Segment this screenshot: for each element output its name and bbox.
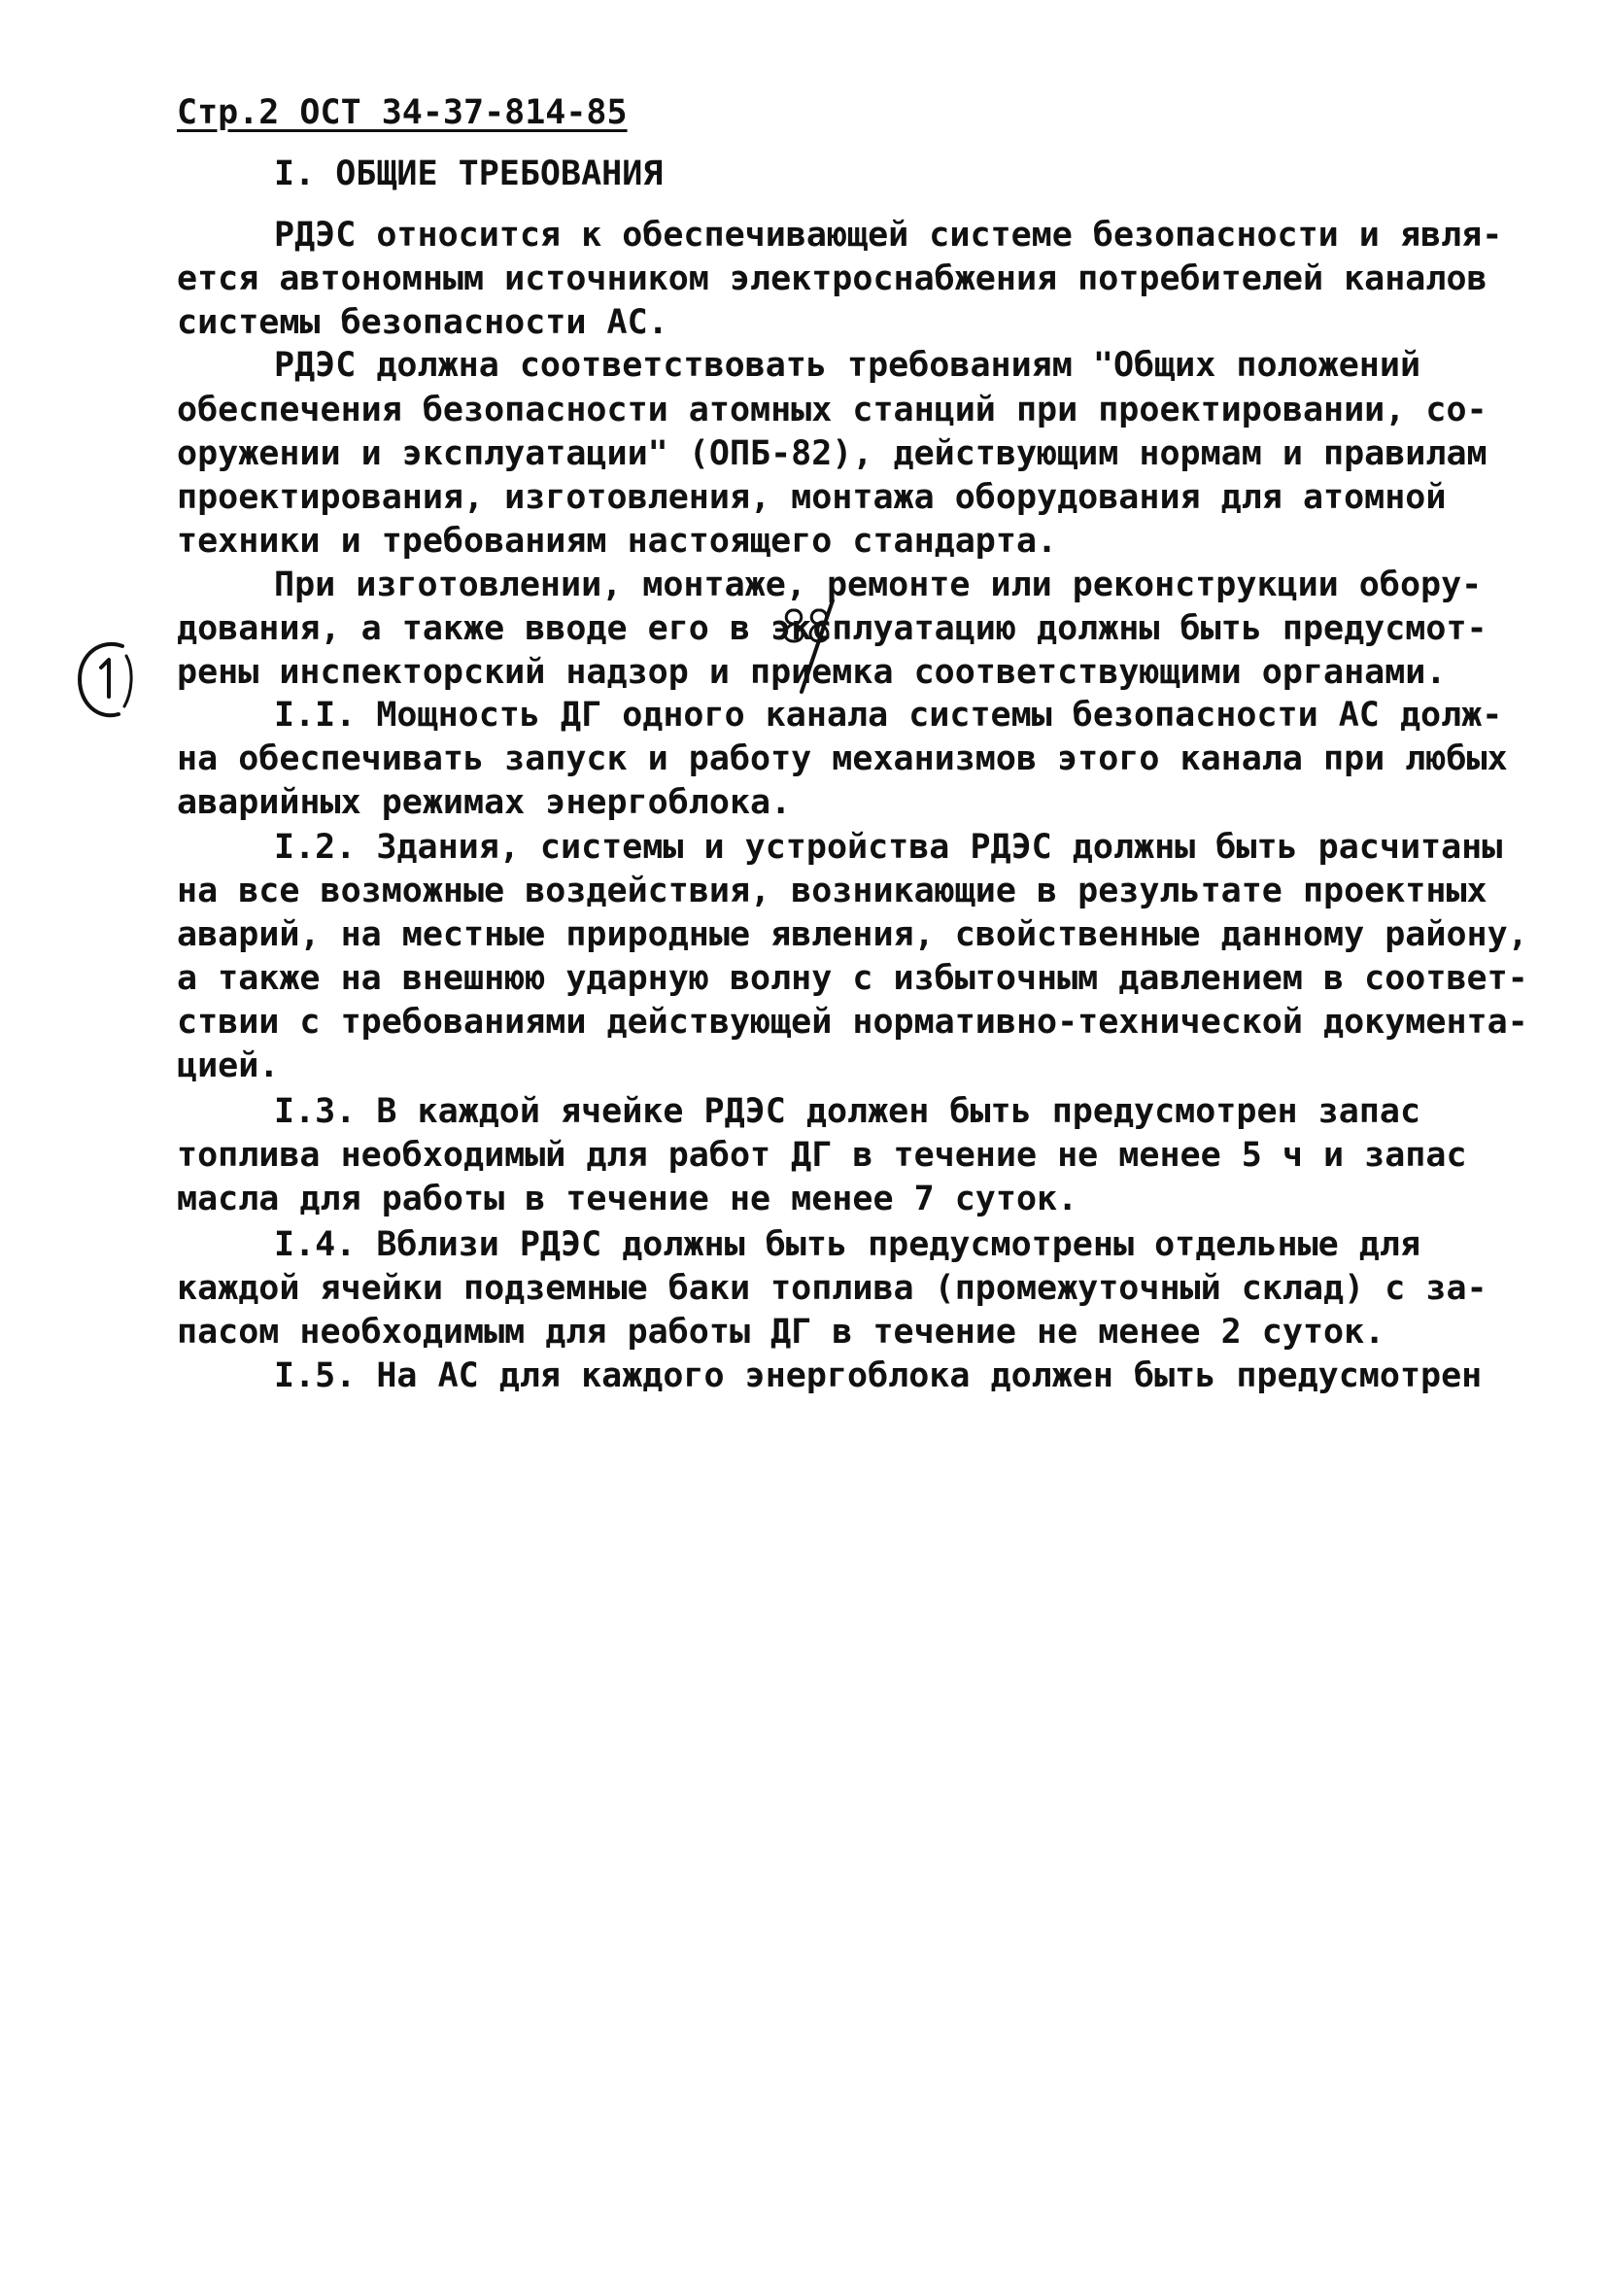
clause-1-2-line-5: ствии с требованиями действующей нормативно-технической документа-	[177, 1003, 1528, 1042]
clause-1-4-line-3: пасом необходимым для работы ДГ в течение не менее 2 суток.	[177, 1313, 1385, 1352]
intro-line-2: ется автономным источником электроснабжения потребителей каналов	[177, 259, 1487, 298]
clause-1-3-line-2: топлива необходимый для работ ДГ в течение не менее 5 ч и запас	[177, 1136, 1467, 1175]
clause-1-2-line-3: аварий, на местные природные явления, свойственные данному району,	[177, 915, 1528, 954]
clause-1-4-line-1: I.4. Вблизи РДЭС должны быть предусмотрены отдельные для	[274, 1225, 1421, 1264]
clause-1-2-line-1: I.2. Здания, системы и устройства РДЭС должны быть расчитаны	[274, 828, 1503, 867]
margin-circled-number-icon	[72, 636, 142, 724]
supervision-line-3: рены инспекторский надзор и приемка соответствующими органами.	[177, 653, 1447, 692]
clause-1-3-line-1: I.3. В каждой ячейке РДЭС должен быть предусмотрен запас	[274, 1092, 1421, 1131]
clause-1-2-line-2: на все возможные воздействия, возникающие в результате проектных	[177, 872, 1487, 910]
requirements-line-3: оружении и эксплуатации" (ОПБ-82), действующим нормам и правилам	[177, 434, 1487, 473]
clause-1-1-line-3: аварийных режимах энергоблока.	[177, 783, 792, 822]
requirements-line-1: РДЭС должна соответствовать требованиям "Общих положений	[274, 346, 1421, 385]
intro-line-3: системы безопасности АС.	[177, 303, 668, 342]
intro-line-1: РДЭС относится к обеспечивающей системе безопасности и явля-	[274, 216, 1503, 255]
clause-1-2-line-4: а также на внешнюю ударную волну с избыточным давлением в соответ-	[177, 959, 1528, 998]
clause-1-1-line-1: I.I. Мощность ДГ одного канала системы безопасности АС долж-	[274, 696, 1503, 735]
clause-1-3-line-3: масла для работы в течение не менее 7 суток.	[177, 1180, 1078, 1218]
requirements-line-2: обеспечения безопасности атомных станций при проектировании, со-	[177, 391, 1487, 429]
section-title: I. ОБЩИЕ ТРЕБОВАНИЯ	[274, 154, 664, 193]
clause-1-5-line-1: I.5. На АС для каждого энергоблока должен быть предусмотрен	[274, 1356, 1483, 1395]
clause-1-4-line-2: каждой ячейки подземные баки топлива (промежуточный склад) с за-	[177, 1269, 1487, 1308]
requirements-line-4: проектирования, изготовления, монтажа оборудования для атомной	[177, 478, 1447, 517]
handwritten-correction-icon	[763, 591, 850, 698]
requirements-line-5: техники и требованиям настоящего стандарта.	[177, 522, 1058, 561]
supervision-line-1: При изготовлении, монтаже, ремонте или реконструкции обору-	[274, 565, 1483, 604]
clause-1-1-line-2: на обеспечивать запуск и работу механизмов этого канала при любых	[177, 739, 1508, 778]
page-header: Стр.2 ОСТ 34-37-814-85	[177, 93, 628, 132]
supervision-line-2: дования, а также вводе его в эксплуатацию должны быть предусмот-	[177, 609, 1487, 648]
clause-1-2-line-6: цией.	[177, 1046, 280, 1085]
